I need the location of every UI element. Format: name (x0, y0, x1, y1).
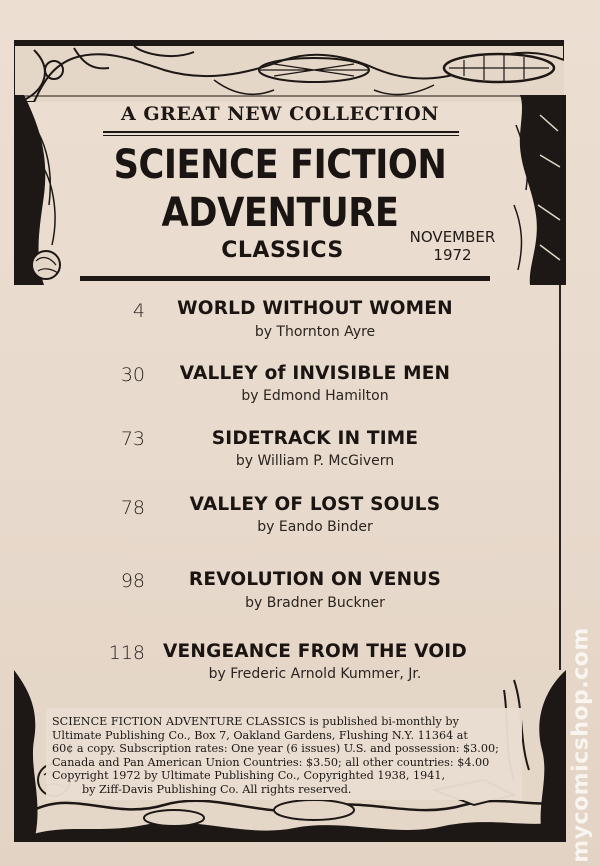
watermark (563, 627, 599, 863)
magazine-title-line1: SCIENCE FICTION (113, 142, 447, 188)
toc-story-author: by William P. McGivern (235, 453, 395, 469)
imprint-line: by Ziff-Davis Publishing Co. All rights reserved. (82, 782, 352, 796)
toc-story-author: by Frederic Arnold Kummer, Jr. (208, 666, 422, 682)
toc-story-author: by Edmond Hamilton (241, 388, 389, 404)
headline-rule (103, 131, 459, 133)
toc-page-number: 118 (108, 642, 145, 664)
toc-story-title: WORLD WITHOUT WOMEN (177, 298, 453, 319)
imprint-line: Ultimate Publishing Co., Box 7, Oakland Gardens, Flushing N.Y. 11364 at (52, 728, 468, 742)
right-frame-line (559, 285, 561, 685)
top-border-illustration (14, 40, 564, 102)
toc-page-number: 30 (120, 364, 145, 386)
watermark-text: mycomicshop.com (568, 627, 594, 863)
toc-page-number: 78 (120, 497, 145, 519)
headline-rule-thin (103, 135, 459, 136)
imprint-line: Copyright 1972 by Ultimate Publishing Co., Copyrighted 1938, 1941, (52, 769, 445, 782)
imprint-line: SCIENCE FICTION ADVENTURE CLASSICS is published bi-monthly by (52, 715, 459, 728)
toc-page-number: 4 (132, 300, 145, 322)
imprint-line: 60¢ a copy. Subscription rates: One year (6 issues) U.S. and possession: $3.00; (52, 742, 499, 755)
left-border-illustration (14, 95, 64, 285)
issue-month: NOVEMBER (409, 228, 496, 246)
toc-story-title: VENGEANCE FROM THE VOID (163, 641, 467, 662)
toc-story-title: REVOLUTION ON VENUS (188, 569, 442, 590)
imprint-line: Canada and Pan American Union Countries: $3.50; all other countries: $4.00 (52, 755, 490, 769)
collection-tagline: A GREAT NEW COLLECTION (120, 103, 440, 125)
toc-story-title: VALLEY OF LOST SOULS (189, 494, 441, 515)
toc-story-author: by Eando Binder (257, 519, 373, 535)
toc-story-title: SIDETRACK IN TIME (211, 428, 419, 449)
toc-story-author: by Thornton Ayre (254, 324, 376, 340)
magazine-title-line2: ADVENTURE (161, 190, 399, 236)
masthead-divider (80, 276, 490, 281)
magazine-title-line3: CLASSICS (221, 238, 344, 263)
right-border-illustration (510, 95, 566, 285)
issue-date (400, 228, 505, 264)
toc-page-number: 73 (120, 428, 145, 450)
toc-page-number: 98 (120, 570, 145, 592)
publication-imprint (52, 715, 516, 796)
toc-story-author: by Bradner Buckner (245, 595, 385, 611)
toc-story-title: VALLEY of INVISIBLE MEN (179, 363, 451, 384)
issue-year: 1972 (433, 246, 472, 264)
